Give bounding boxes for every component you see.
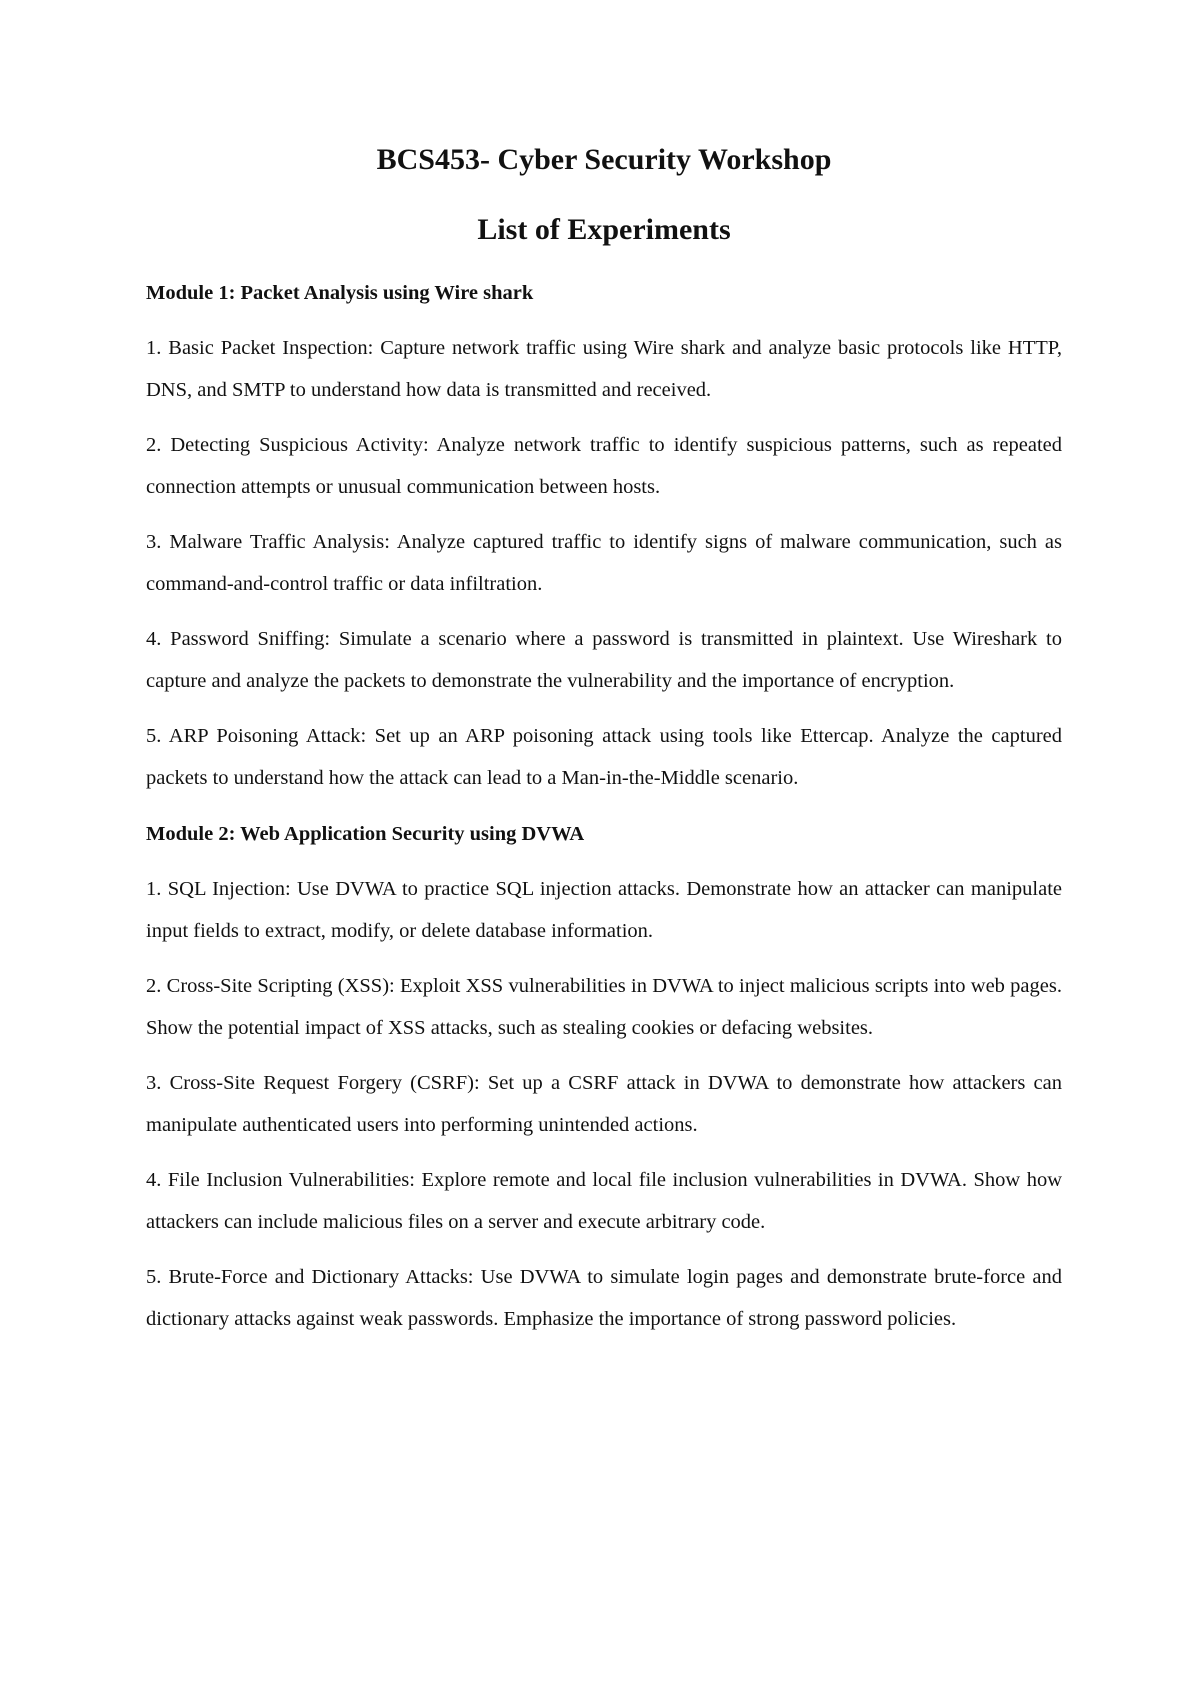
module-1-item-1: 1. Basic Packet Inspection: Capture network traffic using Wire shark and analyze basic protocols like HTTP, DNS, and SMTP to understand how data is transmitted and received.: [146, 337, 1062, 401]
module-2-item-1: 1. SQL Injection: Use DVWA to practice SQL injection attacks. Demonstrate how an attacker can manipulate input fields to extract, modify, or delete database information.: [146, 878, 1062, 942]
page-subtitle: List of Experiments: [477, 213, 731, 246]
module-1-heading: Module 1: Packet Analysis using Wire shark: [146, 282, 534, 304]
module-1-item-3: 3. Malware Traffic Analysis: Analyze captured traffic to identify signs of malware communication, such as command-and-control traffic or data infiltration.: [146, 531, 1062, 595]
module-2-section: [146, 819, 1062, 1340]
module-2-item-5: 5. Brute-Force and Dictionary Attacks: Use DVWA to simulate login pages and demonstrate brute-force and dictionary attacks against weak passwords. Emphasize the importance of strong password policies.: [146, 1266, 1062, 1330]
module-1-item-2: 2. Detecting Suspicious Activity: Analyze network traffic to identify suspicious patterns, such as repeated connection attempts or unusual communication between hosts.: [146, 434, 1062, 498]
document-page: [146, 140, 1062, 1340]
module-2-heading: Module 2: Web Application Security using DVWA: [146, 823, 585, 845]
module-1-item-4: 4. Password Sniffing: Simulate a scenario where a password is transmitted in plaintext. Use Wireshark to capture and analyze the packets to demonstrate the vulnerability and the importance of encryption.: [146, 628, 1062, 692]
module-2-item-3: 3. Cross-Site Request Forgery (CSRF): Set up a CSRF attack in DVWA to demonstrate how attackers can manipulate authenticated users into performing unintended actions.: [146, 1072, 1062, 1136]
module-2-item-2: 2. Cross-Site Scripting (XSS): Exploit XSS vulnerabilities in DVWA to inject malicious scripts into web pages. Show the potential impact of XSS attacks, such as stealing cookies or defacing websites.: [146, 975, 1062, 1039]
module-1-section: [146, 278, 1062, 799]
module-1-item-5: 5. ARP Poisoning Attack: Set up an ARP poisoning attack using tools like Ettercap. Analyze the captured packets to understand how the attack can lead to a Man-in-the-Middle scenario.: [146, 725, 1062, 789]
page-title: BCS453- Cyber Security Workshop: [376, 143, 832, 176]
module-2-item-4: 4. File Inclusion Vulnerabilities: Explore remote and local file inclusion vulnerabilities in DVWA. Show how attackers can include malicious files on a server and execute arbitrary code.: [146, 1169, 1062, 1233]
